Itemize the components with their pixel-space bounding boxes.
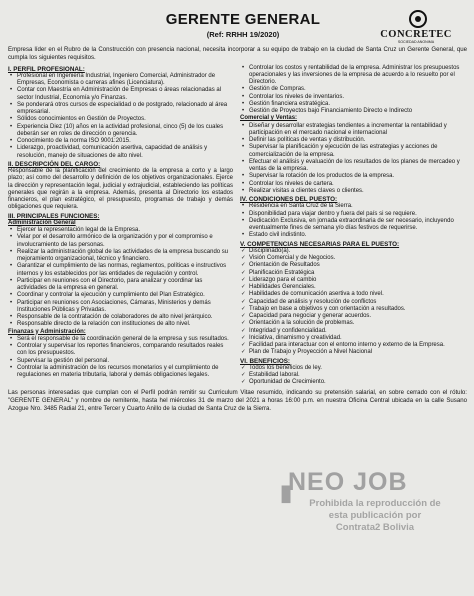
list-item: • Supervisar la rotación de los productos de la empresa. <box>249 173 465 180</box>
list-item: • Estado civil indistinto. <box>249 232 465 239</box>
logo-mark-icon <box>409 10 427 28</box>
list-item: • Definir las políticas de ventas y distribución. <box>249 137 465 144</box>
list-item: • Responsable de la contratación de colaboradores de alto nivel jerárquico. <box>17 314 233 321</box>
company-logo <box>371 10 461 46</box>
list-item: • Gestión financiera estratégica. <box>249 101 465 108</box>
competencias-heading: V. COMPETENCIAS NECESARIAS PARA EL PUESTO: <box>240 240 400 248</box>
left-column <box>8 65 233 387</box>
list-item: • Profesional en Ingeniería Industrial, Ingeniero Comercial, Administrador de Empresas, Economista o carreras afines (Licenciatura). <box>17 73 233 88</box>
list-item: • Residencia en Santa Cruz de la Sierra. <box>249 203 465 210</box>
list-item: ✓ Plan de Trabajo y Proyección a Nivel Nacional <box>249 349 465 356</box>
list-item: ✓ Facilidad para interactuar con el entorno interno y externo de la Empresa. <box>249 342 465 349</box>
ad-header <box>8 6 467 46</box>
cargo-description: Responsable de la planificación del crecimiento de la empresa a corto y a largo plazo; así como del desarrollo y definición de los objetivos organizacionales. Ejerce la dirección y representación legal, judicial y extrajudicial, estableciendo las políticas generales que regirán a la empresa. Además, presenta al Directorio los estados financieros, el plan estratégico, el presupuesto, programas de trabajo y demás obligaciones que requiera. <box>8 168 233 211</box>
list-item: • Responsable directo de la relación con instituciones de alto nivel. <box>17 321 233 328</box>
list-item: • Experiencia Diez (10) años en la actividad profesional, cinco (5) de los cuales deberán ser en roles de dirección o gerencia. <box>17 124 233 139</box>
watermark-line: esta publicación por <box>328 510 422 521</box>
condiciones-heading: IV. CONDICIONES DEL PUESTO: <box>240 196 338 204</box>
list-item: ✓ Habilidades de comunicación asertiva a todo nivel. <box>249 291 465 298</box>
list-item: • Controlar los niveles de inventarios. <box>249 94 465 101</box>
list-item: • Controlar y supervisar los reportes financieros, comparando resultados reales con los presupuestos. <box>17 343 233 358</box>
list-item: ✓ Todos los beneficios de ley. <box>249 365 465 372</box>
list-item: ✓ Capacidad de análisis y resolución de conflictos <box>249 299 465 306</box>
logo-name: CONCRETEC <box>380 29 452 40</box>
condiciones-list <box>240 203 465 239</box>
list-item: • Coordinar y controlar la ejecución y cumplimiento del Plan Estratégico. <box>17 292 233 299</box>
watermark-brand: NEO JOB <box>288 468 408 496</box>
list-item: ✓ Planificación Estratégica <box>249 270 465 277</box>
finanzas-heading: Finanzas y Administración: <box>8 328 86 335</box>
list-item: • Controlar los niveles de cartera. <box>249 181 465 188</box>
funciones-heading: III. PRINCIPALES FUNCIONES: <box>8 212 100 220</box>
job-title: GERENTE GENERAL <box>165 11 321 28</box>
list-item: ✓ Visión Comercial y de Negocios. <box>249 255 465 262</box>
watermark-line: Prohibida la reproducción de <box>309 498 441 509</box>
finanzas-cont-list <box>240 65 465 116</box>
competencias-list <box>240 248 465 357</box>
list-item: • Conocimiento de la norma ISO 9001:2015. <box>17 138 233 145</box>
list-item: • Participar en reuniones con el Directorio, para analizar y coordinar las actividades de la empresa en general. <box>17 278 233 293</box>
intro-paragraph: Empresa líder en el Rubro de la Construcción con presencia nacional, necesita incorporar a su equipo de trabajo en la ciudad de Santa Cruz un Gerente General, que cumpla los siguientes requisitos. <box>8 46 467 62</box>
list-item: • Controlar los costos y rentabilidad de la empresa. Administrar los presupuestos operacionales y las inversiones de la empresa de acuerdo a lo resuelto por el Directorio. <box>249 65 465 87</box>
list-item: • Gestión de Compras. <box>249 86 465 93</box>
list-item: • Disponibilidad para viajar dentro y fuera del país si se requiere. <box>249 211 465 218</box>
watermark <box>280 468 470 534</box>
right-column <box>240 65 465 387</box>
beneficios-heading: VI. BENEFICIOS: <box>240 357 291 365</box>
list-item: • Controlar la administración de los recursos monetarios y el cumplimiento de regulaciones en materia tributaria, laboral y demás obligaciones legales. <box>17 365 233 380</box>
list-item: ✓ Oportunidad de Crecimiento. <box>249 379 465 386</box>
list-item: • Contar con Maestría en Administración de Empresas o áreas relacionadas al sector Industrial, Economía y/o Finanzas. <box>17 87 233 102</box>
list-item: • Dedicación Exclusiva, en jornada extraordinaria de ser necesario, incluyendo eventualmente fines de semana y/o días festivos de requerirse. <box>249 218 465 233</box>
list-item: ✓ Estabilidad laboral. <box>249 372 465 379</box>
list-item: • Será el responsable de la coordinación general de la empresa y sus resultados. <box>17 336 233 343</box>
list-item: • Garantizar el cumplimiento de las normas, reglamentos, políticas e instructivos internos y los establecidos por las entidades de regulación y control. <box>17 263 233 278</box>
list-item: • Realizar visitas a clientes claves o clientes. <box>249 188 465 195</box>
perfil-heading: I. PERFIL PROFESIONAL: <box>8 65 85 73</box>
list-item: • Supervisar la planificación y ejecución de las estrategias y acciones de comercialización de la empresa. <box>249 144 465 159</box>
list-item: • Sólidos conocimientos en Gestión de Proyectos. <box>17 116 233 123</box>
list-item: • Participar en reuniones con Asociaciones, Cámaras, Ministerios y demás Instituciones Públicas y Privadas. <box>17 300 233 315</box>
list-item: ✓ Capacidad para negociar y generar acuerdos. <box>249 313 465 320</box>
list-item: • Efectuar el análisis y evaluación de los resultados de los planes de mercadeo y ventas de la empresa. <box>249 159 465 174</box>
list-item: ✓ Disciplinado(a). <box>249 248 465 255</box>
watermark-logo-icon: ▮ <box>280 480 293 505</box>
beneficios-list <box>240 365 465 387</box>
list-item: • Supervisar la gestión del personal. <box>17 358 233 365</box>
list-item: • Ejercer la representación legal de la Empresa. <box>17 227 233 234</box>
admin-general-heading: Administración General <box>8 219 76 226</box>
admin-general-list <box>8 227 233 329</box>
list-item: ✓ Integridad y confidencialidad. <box>249 328 465 335</box>
list-item: ✓ Trabajo en base a objetivos y con orientación a resultados. <box>249 306 465 313</box>
application-instructions: Las personas interesadas que cumplan con el Perfil podrán remitir su Curriculum Vitae resumido, indicando su pretensión salarial, en sobre cerrado con el rótulo: "GERENTE GENERAL" y nombre de remitente, hasta hel miércoles 31 de marzo del 2021 a horas 16:00 p.m. en nuestra Oficina Central ubicada en la calle Susano Azogue Nro. 3485 Radial 21, entre Tercer y Cuarto Anillo de la ciudad de Santa Cruz de la Sierra. <box>8 388 467 413</box>
watermark-line: Contrata2 Bolivia <box>335 522 415 533</box>
finanzas-list <box>8 336 233 380</box>
list-item: • Se ponderará otros cursos de especialidad o de postgrado, relacionado al área empresarial. <box>17 102 233 117</box>
list-item: ✓ Orientación a la solución de problemas. <box>249 320 465 327</box>
list-item: • Diseñar y desarrollar estrategias tendientes a incrementar la rentabilidad y participación en el mercado nacional e internacional <box>249 123 465 138</box>
comercial-heading: Comercial y Ventas: <box>240 115 298 122</box>
list-item: ✓ Liderazgo para el cambio <box>249 277 465 284</box>
list-item: • Velar por el desarrollo armónico de la organización y por el compromiso e involucramiento de las personas. <box>17 234 233 249</box>
job-reference: (Ref: RRHH 19/2020) <box>206 30 280 39</box>
list-item: ✓ Iniciativa, dinamismo y creatividad. <box>249 335 465 342</box>
two-column-body <box>8 65 467 387</box>
comercial-list <box>240 123 465 196</box>
cargo-heading: II. DESCRIPCIÓN DEL CARGO: <box>8 160 101 168</box>
list-item: • Liderazgo, proactividad, comunicación asertiva, capacidad de análisis y resolución, manejo de situaciones de alto nivel. <box>17 145 233 160</box>
list-item: • Realizar la administración global de las actividades de la empresa buscando su mejoramiento organizacional, técnico y financiero. <box>17 249 233 264</box>
list-item: • Gestión de Proyectos bajo Financiamiento Directo e Indirecto <box>249 108 465 115</box>
list-item: ✓ Orientación de Resultados <box>249 262 465 269</box>
perfil-list <box>8 73 233 160</box>
list-item: ✓ Habilidades Gerenciales. <box>249 284 465 291</box>
logo-tagline: SOCIEDAD ANONIMA <box>397 40 435 44</box>
